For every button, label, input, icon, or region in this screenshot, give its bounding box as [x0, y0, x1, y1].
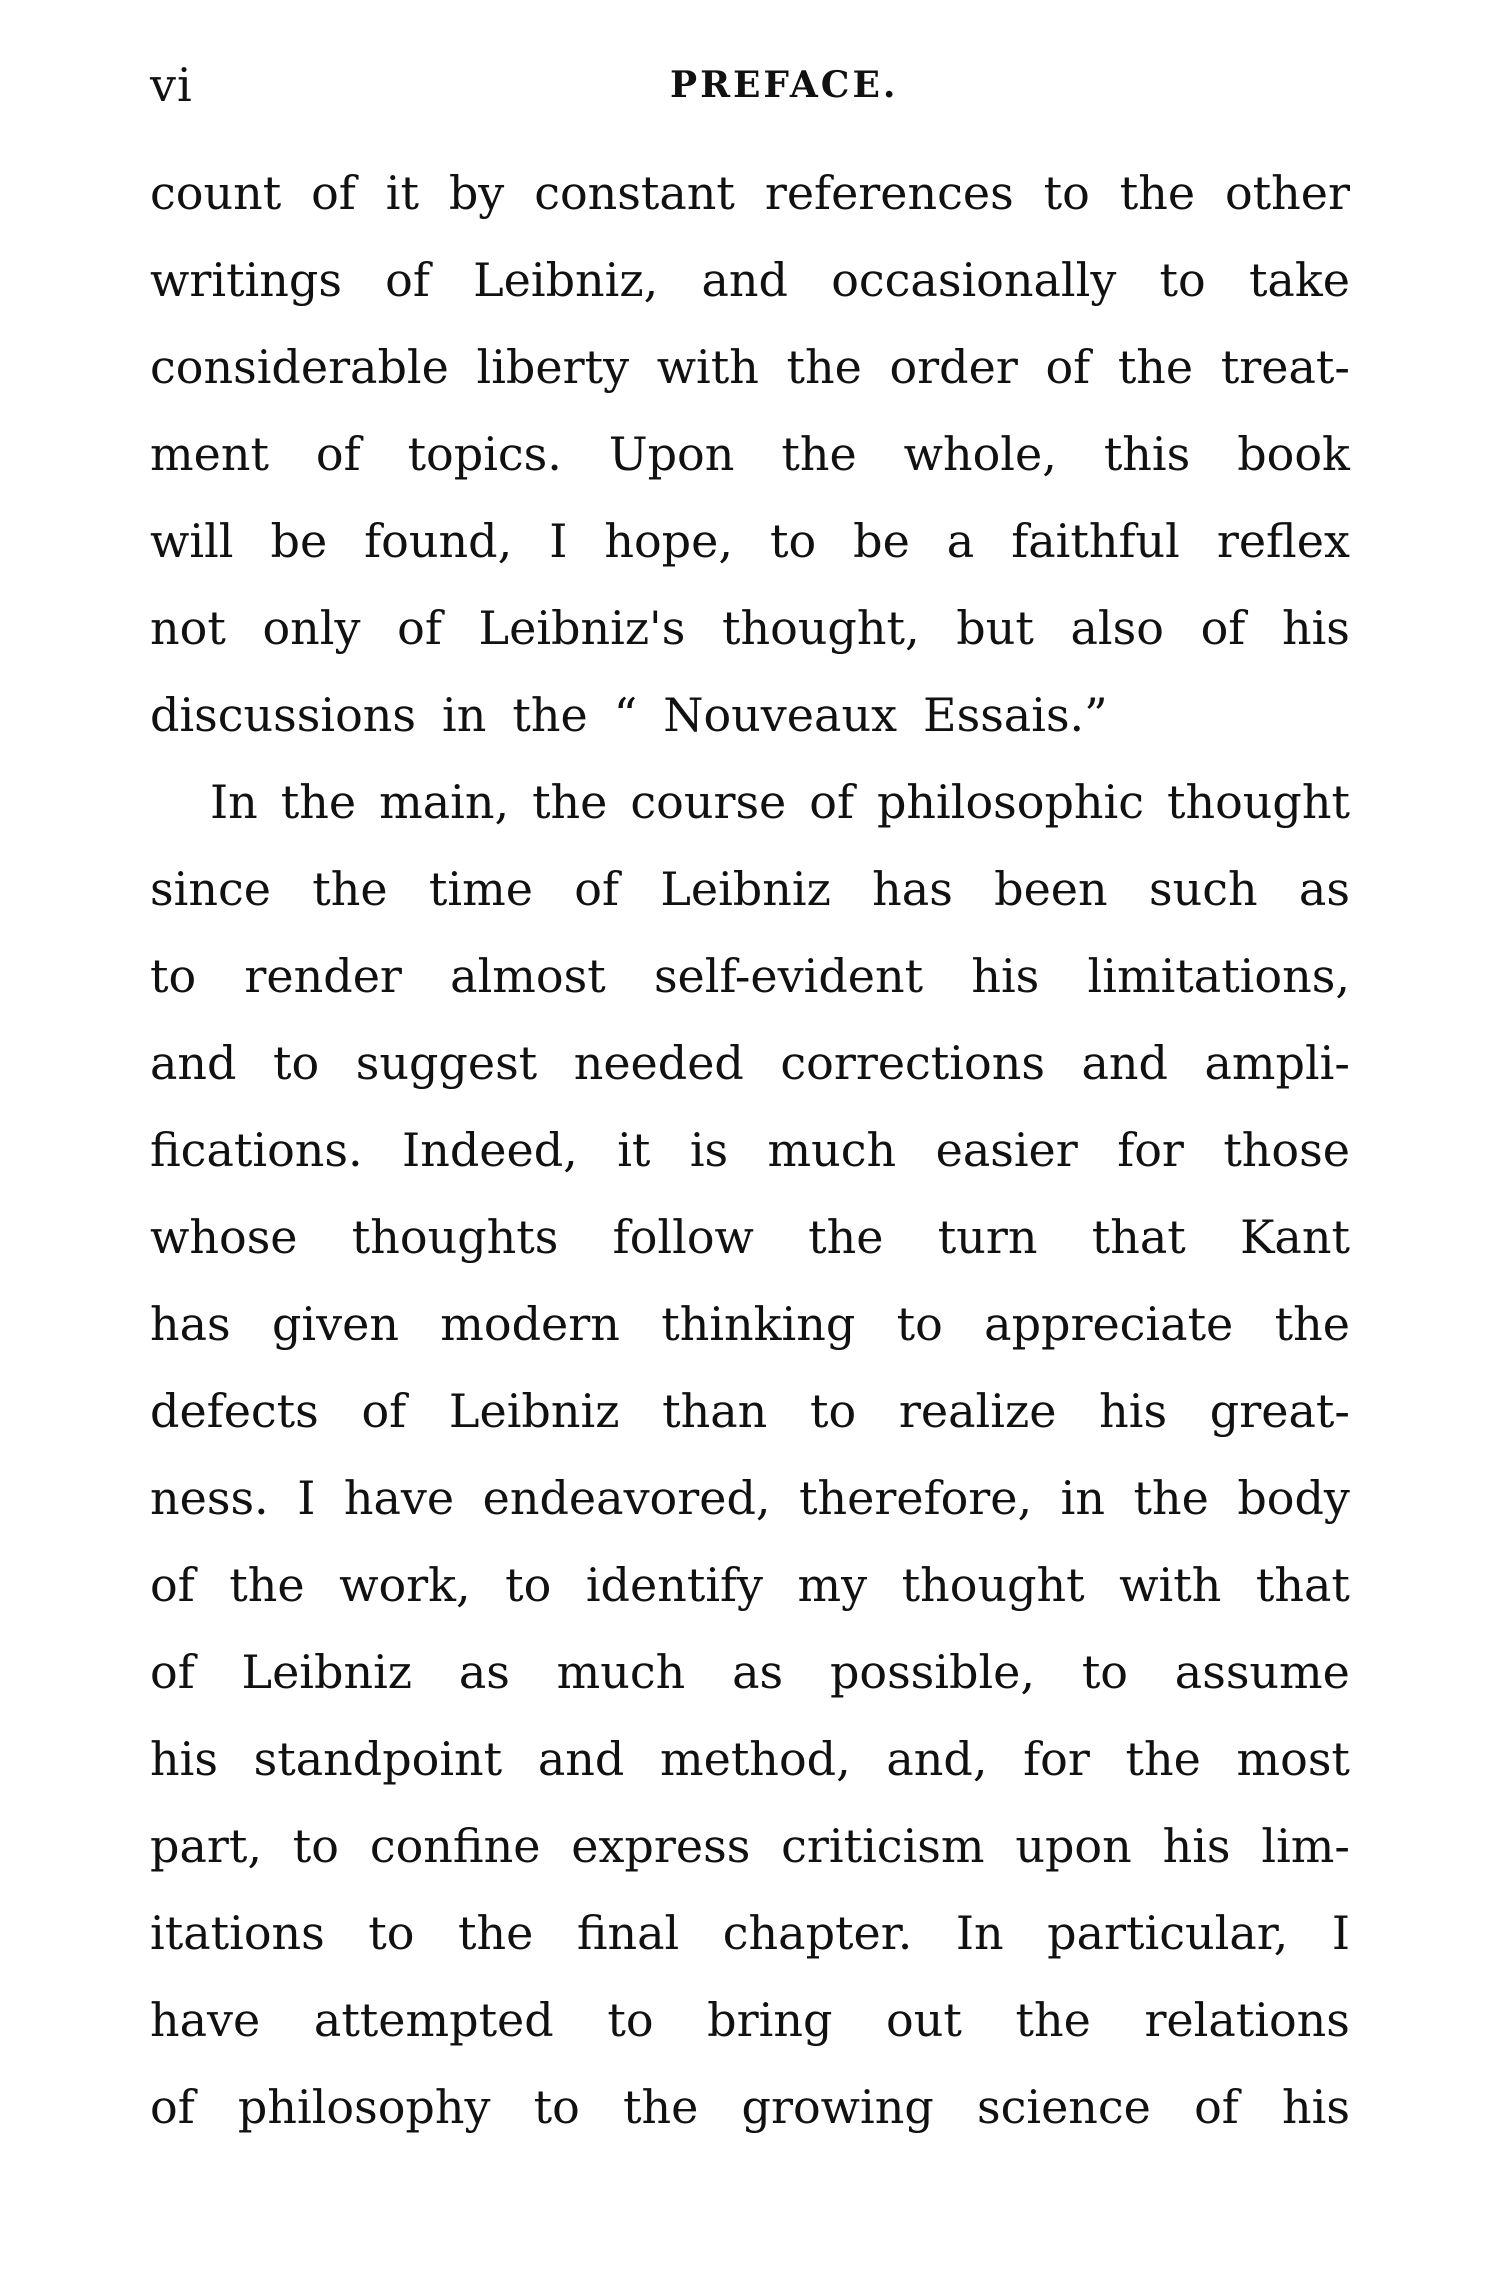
word: standpoint	[253, 1732, 503, 1786]
word: render	[244, 949, 402, 1003]
word: assume	[1174, 1645, 1350, 1699]
word: I	[297, 1471, 316, 1525]
word: much	[556, 1645, 686, 1699]
word: and,	[886, 1732, 988, 1786]
word: to	[505, 1558, 552, 1612]
word: In	[210, 775, 258, 829]
word: course	[630, 775, 787, 829]
word: most	[1236, 1732, 1350, 1786]
word: attempted	[313, 1993, 554, 2047]
word: bring	[707, 1993, 833, 2047]
word: and	[701, 253, 788, 307]
word: given	[271, 1297, 399, 1351]
word: Leibniz,	[473, 253, 659, 307]
word: the	[1117, 340, 1194, 394]
word: of	[311, 166, 356, 220]
word: of	[574, 862, 619, 916]
word: to	[769, 514, 817, 568]
word: main,	[379, 775, 510, 829]
word: his	[971, 949, 1040, 1003]
word: his	[1099, 1384, 1168, 1438]
word: method,	[659, 1732, 851, 1786]
word: lim-	[1261, 1819, 1350, 1873]
word: the	[1015, 1993, 1091, 2047]
word: confine	[369, 1819, 541, 1873]
word: than	[662, 1384, 768, 1438]
word: easier	[935, 1123, 1078, 1177]
word: not	[150, 601, 226, 655]
word: criticism	[781, 1819, 985, 1873]
text-line	[150, 1977, 1350, 2064]
word: with	[656, 340, 759, 394]
word: liberty	[476, 340, 630, 394]
word: itations	[150, 1906, 325, 1960]
word: the	[786, 340, 862, 394]
text-line	[150, 585, 1350, 672]
word: of	[385, 253, 430, 307]
word: his	[1281, 601, 1350, 655]
word: his	[1162, 1819, 1231, 1873]
word: hope,	[604, 514, 733, 568]
word: to	[1081, 1645, 1128, 1699]
word: as	[1298, 862, 1350, 916]
word: the	[1274, 1297, 1350, 1351]
word: the	[512, 688, 588, 742]
word: thought,	[721, 601, 920, 655]
word: faithful	[1011, 514, 1180, 568]
word: defects	[150, 1384, 319, 1438]
word: chapter.	[722, 1906, 913, 1960]
word: is	[689, 1123, 729, 1177]
word: therefore,	[799, 1471, 1033, 1525]
word: the	[1119, 166, 1196, 220]
word: and	[150, 1036, 237, 1090]
text-line	[150, 1803, 1350, 1890]
word: Leibniz	[241, 1645, 413, 1699]
word: as	[458, 1645, 510, 1699]
word: my	[797, 1558, 868, 1612]
word: Leibniz	[448, 1384, 620, 1438]
word: with	[1119, 1558, 1222, 1612]
word: and	[1081, 1036, 1168, 1090]
word: treat-	[1220, 340, 1350, 394]
word: Essais.”	[923, 688, 1108, 742]
word: also	[1070, 601, 1164, 655]
text-line	[150, 1107, 1350, 1194]
word: Leibniz	[660, 862, 831, 916]
word: work,	[339, 1558, 471, 1612]
word: express	[571, 1819, 751, 1873]
text-line	[150, 1455, 1350, 1542]
word: I	[549, 514, 568, 568]
word: book	[1237, 427, 1350, 481]
word: to	[1043, 166, 1090, 220]
word: ampli-	[1204, 1036, 1350, 1090]
word: topics.	[407, 427, 562, 481]
word: of	[809, 775, 854, 829]
word: “	[613, 688, 638, 742]
text-line	[150, 1542, 1350, 1629]
word: will	[150, 514, 234, 568]
word: been	[994, 862, 1108, 916]
word: his	[150, 1732, 218, 1786]
word: part,	[150, 1819, 262, 1873]
word: thought	[1166, 775, 1350, 829]
body-text	[150, 150, 1350, 2151]
word: the	[532, 775, 608, 829]
text-line	[150, 1020, 1350, 1107]
word: body	[1237, 1471, 1350, 1525]
word: to	[1159, 253, 1206, 307]
page-number: vi	[150, 58, 193, 112]
text-line	[150, 759, 1350, 846]
word: have	[343, 1471, 455, 1525]
text-line	[150, 1629, 1350, 1716]
word: but	[956, 601, 1034, 655]
word: the	[808, 1210, 884, 1264]
word: growing	[741, 2080, 934, 2134]
word: in	[1060, 1471, 1105, 1525]
word: and	[537, 1732, 625, 1786]
word: to	[607, 1993, 654, 2047]
word: as	[732, 1645, 784, 1699]
word: of	[150, 2080, 195, 2134]
word: turn	[937, 1210, 1038, 1264]
word: needed	[573, 1036, 744, 1090]
word: that	[1255, 1558, 1350, 1612]
word: ness.	[150, 1471, 269, 1525]
word: thinking	[661, 1297, 856, 1351]
word: discussions	[150, 688, 417, 742]
word: almost	[450, 949, 606, 1003]
word: other	[1224, 166, 1350, 220]
word: to	[533, 2080, 580, 2134]
word: much	[767, 1123, 897, 1177]
word: Upon	[608, 427, 735, 481]
text-line	[150, 2064, 1350, 2151]
word: of	[1200, 601, 1246, 655]
word: thoughts	[351, 1210, 559, 1264]
word: the	[312, 862, 388, 916]
word: occasionally	[831, 253, 1117, 307]
word: his	[1281, 2080, 1350, 2134]
word: to	[292, 1819, 339, 1873]
text-line	[150, 1281, 1350, 1368]
word: this	[1103, 427, 1191, 481]
word: philosophy	[237, 2080, 491, 2134]
word: the	[1133, 1471, 1209, 1525]
word: modern	[440, 1297, 620, 1351]
word: realize	[898, 1384, 1057, 1438]
word: I	[1331, 1906, 1350, 1960]
word: only	[262, 601, 361, 655]
word: whole,	[903, 427, 1057, 481]
word: constant	[534, 166, 735, 220]
word: identify	[585, 1558, 764, 1612]
word: to	[150, 949, 197, 1003]
word: philosophic	[876, 775, 1144, 829]
word: of	[1194, 2080, 1239, 2134]
text-line	[150, 237, 1350, 324]
word: endeavored,	[482, 1471, 771, 1525]
word: be	[270, 514, 328, 568]
word: corrections	[780, 1036, 1045, 1090]
word: by	[448, 166, 505, 220]
word: self-evident	[653, 949, 924, 1003]
word: suggest	[355, 1036, 538, 1090]
text-line	[150, 1368, 1350, 1455]
word: order	[889, 340, 1018, 394]
word: such	[1148, 862, 1258, 916]
word: take	[1248, 253, 1350, 307]
word: have	[150, 1993, 261, 2047]
word: of	[361, 1384, 407, 1438]
word: to	[810, 1384, 857, 1438]
text-line	[150, 846, 1350, 933]
word: final	[576, 1906, 680, 1960]
word: the	[229, 1558, 305, 1612]
word: particular,	[1047, 1906, 1289, 1960]
word: upon	[1015, 1819, 1132, 1873]
word: be	[853, 514, 910, 568]
text-line	[150, 498, 1350, 585]
word: to	[273, 1036, 320, 1090]
word: of	[150, 1558, 195, 1612]
word: has	[150, 1297, 231, 1351]
word: follow	[612, 1210, 754, 1264]
word: of	[150, 1645, 195, 1699]
text-line	[150, 1716, 1350, 1803]
word: found,	[364, 514, 513, 568]
running-head	[150, 58, 1350, 118]
text-line	[150, 1890, 1350, 1977]
word: the	[781, 427, 857, 481]
word: possible,	[829, 1645, 1036, 1699]
text-line	[150, 150, 1350, 237]
word: the	[623, 2080, 699, 2134]
word: references	[764, 166, 1014, 220]
word: Indeed,	[402, 1123, 578, 1177]
text-line	[150, 324, 1350, 411]
word: whose	[150, 1210, 298, 1264]
word: it	[385, 166, 419, 220]
word: In	[955, 1906, 1004, 1960]
word: the	[457, 1906, 534, 1960]
word: count	[150, 166, 282, 220]
word: reflex	[1216, 514, 1350, 568]
word: thought	[901, 1558, 1085, 1612]
running-title: PREFACE.	[670, 64, 899, 106]
word: writings	[150, 253, 342, 307]
text-line	[150, 672, 1350, 759]
word: out	[886, 1993, 962, 2047]
word: has	[872, 862, 953, 916]
word: fications.	[150, 1123, 363, 1177]
word: those	[1223, 1123, 1350, 1177]
word: great-	[1209, 1384, 1350, 1438]
word: a	[946, 514, 975, 568]
word: for	[1023, 1732, 1090, 1786]
word: the	[1125, 1732, 1201, 1786]
word: Leibniz's	[478, 601, 686, 655]
word: to	[896, 1297, 943, 1351]
word: time	[428, 862, 533, 916]
word: Nouveaux	[663, 688, 898, 742]
word: Kant	[1240, 1210, 1350, 1264]
word: limitations,	[1087, 949, 1350, 1003]
text-line	[150, 411, 1350, 498]
word: science	[976, 2080, 1151, 2134]
word: the	[280, 775, 357, 829]
word: appreciate	[984, 1297, 1234, 1351]
word: of	[397, 601, 442, 655]
word: considerable	[150, 340, 449, 394]
word: that	[1091, 1210, 1186, 1264]
word: since	[150, 862, 271, 916]
word: of	[315, 427, 361, 481]
text-line	[150, 933, 1350, 1020]
word: of	[1045, 340, 1091, 394]
word: it	[617, 1123, 651, 1177]
word: ment	[150, 427, 269, 481]
word: for	[1117, 1123, 1184, 1177]
word: to	[368, 1906, 415, 1960]
word: in	[442, 688, 487, 742]
text-line	[150, 1194, 1350, 1281]
word: relations	[1144, 1993, 1350, 2047]
